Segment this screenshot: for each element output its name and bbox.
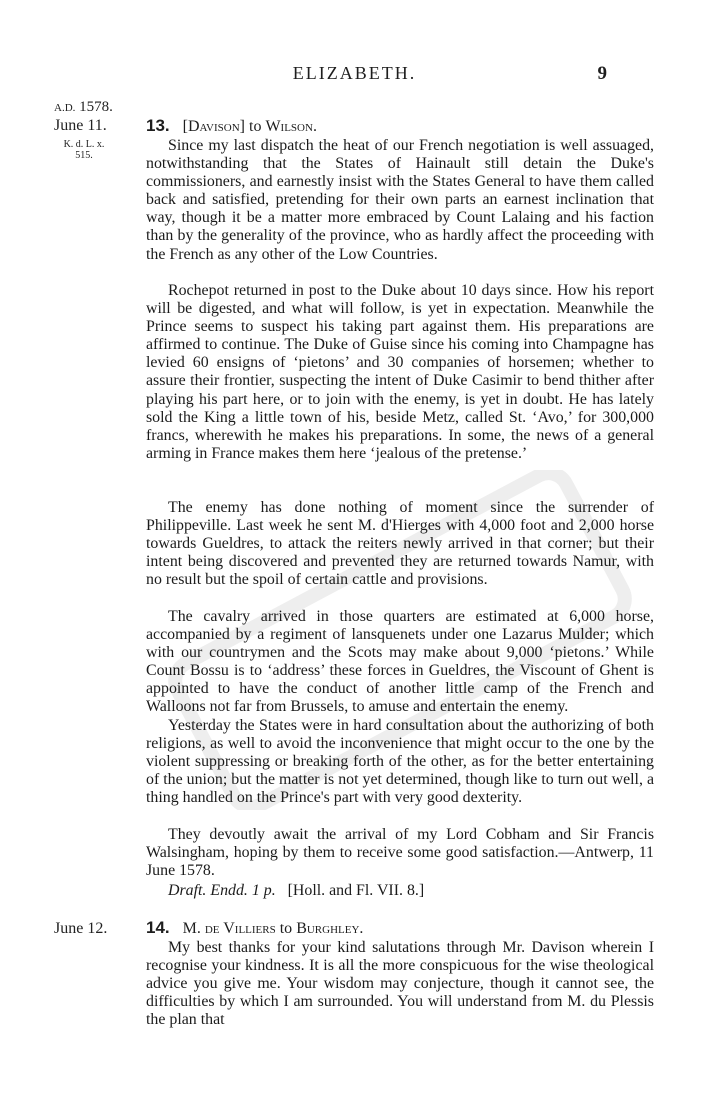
margin-reference-line: K. d. L. x. [63, 139, 105, 150]
body-paragraph: Yesterday the States were in hard consultation about the authorizing of both religions, as well to avoid the inconvenience that might occur to the one by the violent suppressing or breaking forth of the other, as for the better entertaining of the union; but the matter is not yet determined, though like to turn out well, a thing handled on the Prince's part with very good dexterity. [146, 717, 654, 807]
entry-heading [146, 918, 363, 938]
entry-connector: to [249, 118, 262, 135]
body-paragraph: Since my last dispatch the heat of our French negotiation is well assuaged, notwithstanding that the States of Hainault still detain the Duke's commissioners, and earnestly insist with the States General to have them called back and satisfied, pretending for their own parts an earnest inclination that way, though it be a matter more embraced by Count Lalaing and his faction than by the generality of the province, who as hardly affect the proceeding with the French as any other of the Low Countries. [146, 137, 654, 263]
page-header-title: ELIZABETH. [292, 63, 417, 83]
margin-year-prefix: A.D. [54, 102, 76, 114]
body-paragraph: The enemy has done nothing of moment since the surrender of Philippeville. Last week he sent M. d'Hierges with 4,000 foot and 2,000 horse towards Gueldres, to attack the reiters newly arrived in that corner; but their intent being discovered and prevented they are returned towards Namur, with no result but the spoil of certain cattle and provisions. [146, 499, 654, 589]
entry-recipient: Burghley. [296, 920, 364, 937]
endorsement-reference: [Holl. and Fl. VII. 8.] [287, 882, 425, 899]
entry-number: 13. [146, 116, 170, 135]
margin-year [54, 99, 113, 116]
body-paragraph: My best thanks for your kind salutations through Mr. Davison wherein I recognise your kindness. It is all the more conspicuous for the wise theological advice you give me. Your wisdom may conjecture, though it cannot see, the difficulties by which I am surrounded. You will understand from M. du Plessis the plan that [146, 939, 654, 1029]
margin-reference-line: 515. [75, 150, 93, 161]
endorsement-note: Draft. Endd. 1 p. [168, 882, 276, 899]
entry-author: [Davison] [182, 118, 245, 135]
entry-number: 14. [146, 918, 170, 937]
body-paragraph: The cavalry arrived in those quarters are estimated at 6,000 horse, accompanied by a regiment of lansquenets under one Lazarus Mulder; which with our countrymen and the Scots may make about 9,000 ‘pietons.’ While Count Bossu is to ‘address’ these forces in Gueldres, the Viscount of Ghent is appointed to have the conduct of another little camp of the French and Walloons not far from Brussels, to amuse and entertain the enemy. [146, 608, 654, 716]
entry-connector: to [279, 920, 293, 937]
margin-reference [54, 139, 114, 161]
margin-date: June 12. [54, 920, 108, 937]
body-paragraph: Rochepot returned in post to the Duke about 10 days since. How his report will be digested, and what will follow, is yet in expectation. Meanwhile the Prince seems to suspect his taking part against them. His preparations are affirmed to continue. The Duke of Guise since his coming into Champagne has levied 60 ensigns of ‘pietons’ and 30 companies of horsemen; whether to assure their frontier, suspecting the intent of Duke Casimir to bend thither after playing his part here, or to join with the enemy, is yet in doubt. He has lately sold the King a little town of his, beside Metz, called St. ‘Avo,’ for 300,000 francs, wherewith he makes his preparations. In some, the news of a general arming in France makes them here ‘jealous of the pretense.’ [146, 282, 654, 462]
endorsement-line [146, 882, 654, 900]
entry-author: M. de Villiers [182, 920, 276, 937]
entry-heading [146, 116, 317, 136]
entry-recipient: Wilson. [265, 118, 317, 135]
margin-year-value: 1578. [79, 99, 113, 115]
running-head [0, 63, 709, 87]
page-number: 9 [597, 63, 607, 84]
margin-date: June 11. [54, 117, 107, 134]
body-paragraph: They devoutly await the arrival of my Lord Cobham and Sir Francis Walsingham, hoping by them to receive some good satisfaction.—Antwerp, 11 June 1578. [146, 826, 654, 880]
